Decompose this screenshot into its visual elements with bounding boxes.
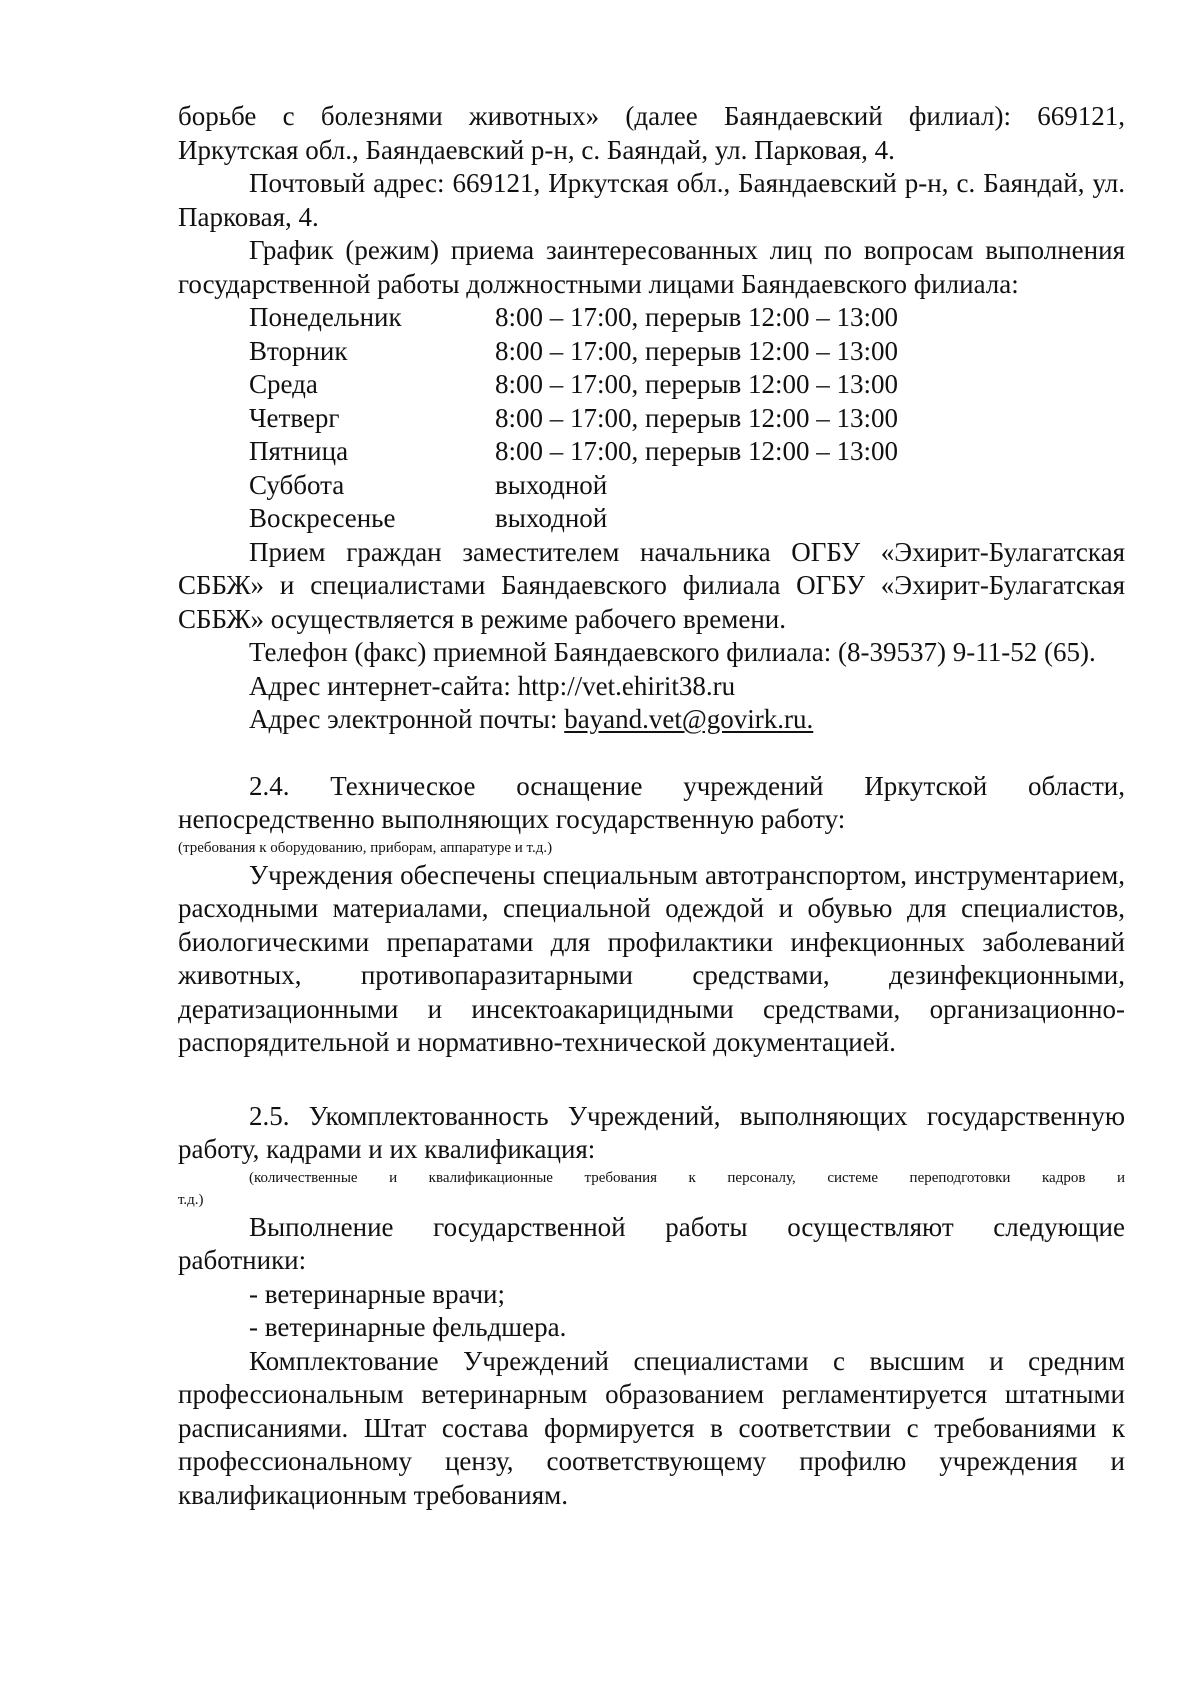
email-link[interactable]: bayand.vet@govirk.ru. xyxy=(564,704,814,734)
schedule-hours: 8:00 – 17:00, перерыв 12:00 – 13:00 xyxy=(495,402,899,433)
schedule-day: Пятница xyxy=(249,436,349,466)
schedule-day: Воскресенье xyxy=(249,503,396,533)
section-gap xyxy=(178,1060,1125,1100)
schedule-hours: выходной xyxy=(495,503,608,533)
website-link[interactable]: http://vet.ehirit38.ru xyxy=(517,670,736,701)
email-label: Адрес электронной почты: xyxy=(249,704,558,734)
schedule-row xyxy=(249,301,1125,335)
schedule-hours: 8:00 – 17:00, перерыв 12:00 – 13:00 xyxy=(495,369,899,399)
schedule-hours: 8:00 – 17:00, перерыв 12:00 – 13:00 xyxy=(495,335,899,366)
schedule-hours: 8:00 – 17:00, перерыв 12:00 – 13:00 xyxy=(495,302,899,332)
document-page xyxy=(178,100,1125,1512)
email-line xyxy=(178,703,1125,737)
schedule-table xyxy=(178,301,1125,536)
website-line xyxy=(178,670,1125,704)
section-2-4-heading: 2.4. Техническое оснащение учреждений Иркутской области, непосредственно выполняющих государственную работу: xyxy=(178,770,1125,834)
phone-paragraph: Телефон (факс) приемной Баяндаевского филиала: (8-39537) 9-11-52 (65). xyxy=(249,637,1096,667)
schedule-row xyxy=(249,502,1125,536)
postal-address: Почтовый адрес: 669121, Иркутская обл., Баяндаевский р-н, с. Баяндай, ул. Парковая, 4. xyxy=(178,168,1125,232)
schedule-day: Среда xyxy=(249,369,318,399)
section-2-4-note: (требования к оборудованию, приборам, аппаратуре и т.д.) xyxy=(178,839,553,856)
staffing-paragraph: Комплектование Учреждений специалистами с высшим и средним профессиональным ветеринарным образованием регламентируется штатными расписаниями. Штат состава формируется в соответствии с требованиями к профессиональному цензу, соответствующему профилю учреждения и квалификационным требованиям. xyxy=(178,1345,1125,1510)
schedule-day: Четверг xyxy=(249,402,340,433)
intro-line-2: Иркутская обл., Баяндаевский р-н, с. Баяндай, ул. Парковая, 4. xyxy=(178,134,895,165)
schedule-row xyxy=(249,435,1125,469)
website-label: Адрес интернет-сайта: xyxy=(249,670,511,701)
list-item: - ветеринарные врачи; xyxy=(249,1278,505,1309)
section-gap xyxy=(178,737,1125,770)
schedule-day: Вторник xyxy=(249,335,348,366)
section-2-5-heading: 2.5. Укомплектованность Учреждений, выполняющих государственную работу, кадрами и их квалификация: xyxy=(178,1100,1125,1164)
schedule-day: Суббота xyxy=(249,469,345,500)
section-2-4-body: Учреждения обеспечены специальным автотранспортом, инструментарием, расходными материалами, специальной одеждой и обувью для специалистов, биологическими препаратами для профилактики инфекционных заболеваний животных, противопаразитарными средствами, дезинфекционными, дератизационными и инсектоакарицидными средствами, организационно-распорядительной и нормативно-технической документацией. xyxy=(178,859,1125,1057)
schedule-hours: 8:00 – 17:00, перерыв 12:00 – 13:00 xyxy=(495,436,899,466)
section-2-5-note-line-2: т.д.) xyxy=(178,1191,204,1208)
schedule-row xyxy=(249,335,1125,369)
schedule-row xyxy=(249,368,1125,402)
list-item: - ветеринарные фельдшера. xyxy=(249,1312,567,1342)
schedule-hours: выходной xyxy=(495,469,608,500)
schedule-intro: График (режим) приема заинтересованных лиц по вопросам выполнения государственной работы должностными лицами Баяндаевского филиала: xyxy=(178,235,1125,299)
schedule-row xyxy=(249,469,1125,503)
intro-line-1: борьбе с болезнями животных» (далее Баяндаевский филиал): 669121, xyxy=(178,101,1125,131)
schedule-day: Понедельник xyxy=(249,302,402,332)
reception-paragraph: Прием граждан заместителем начальника ОГБУ «Эхирит-Булагатская СББЖ» и специалистами Баяндаевского филиала ОГБУ «Эхирит-Булагатская СББЖ» осуществляется в режиме рабочего времени. xyxy=(178,536,1125,634)
section-2-5-body: Выполнение государственной работы осуществляют следующие работники: xyxy=(178,1211,1125,1275)
schedule-row xyxy=(249,402,1125,436)
section-2-5-note-line-1: (количественные и квалификационные требования к персоналу, системе переподготовки кадров и xyxy=(249,1169,1125,1186)
